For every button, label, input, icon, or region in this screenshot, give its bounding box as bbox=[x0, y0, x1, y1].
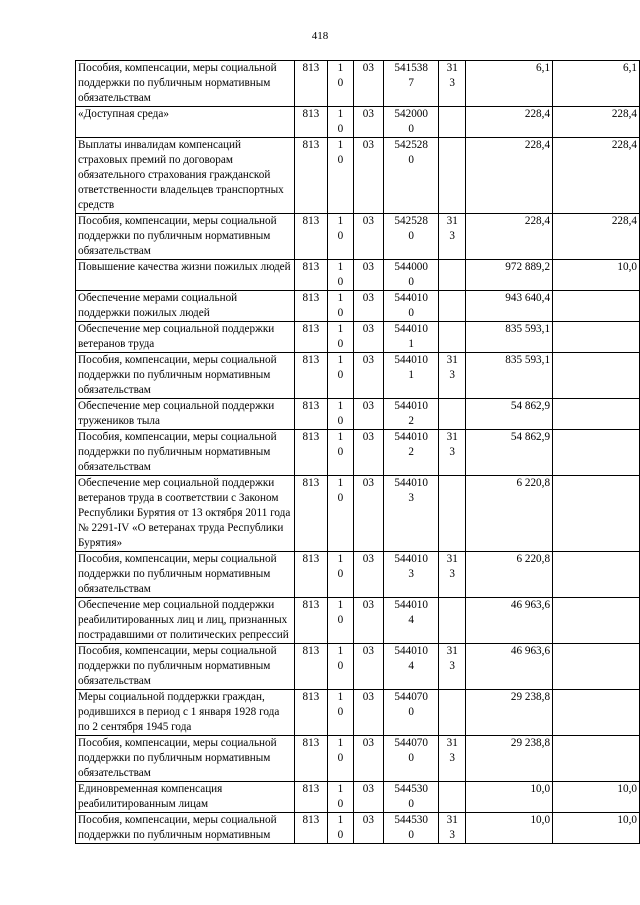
table-row bbox=[76, 644, 640, 690]
row-department-code-cell: 813 bbox=[294, 598, 328, 644]
table-row bbox=[76, 430, 640, 476]
row-amount-total-cell: 228,4 bbox=[466, 107, 553, 138]
table-row bbox=[76, 598, 640, 644]
row-department-code-cell: 813 bbox=[294, 782, 328, 813]
row-section-code-cell: 1 0 bbox=[328, 399, 353, 430]
table-row bbox=[76, 138, 640, 214]
row-amount-federal-cell bbox=[553, 476, 640, 552]
table-row bbox=[76, 322, 640, 353]
row-amount-federal-cell bbox=[553, 430, 640, 476]
row-section-code-cell: 1 0 bbox=[328, 214, 353, 260]
row-amount-federal-cell: 10,0 bbox=[553, 813, 640, 844]
row-name-cell: Повышение качества жизни пожилых людей bbox=[76, 260, 295, 291]
row-name-cell: Пособия, компенсации, меры социальной поддержки по публичным нормативным bbox=[76, 813, 295, 844]
row-subsection-code-cell: 03 bbox=[353, 399, 383, 430]
row-amount-total-cell: 10,0 bbox=[466, 813, 553, 844]
row-name-cell: Обеспечение мер социальной поддержки тружеников тыла bbox=[76, 399, 295, 430]
row-expense-type-cell: 31 3 bbox=[439, 552, 466, 598]
row-amount-federal-cell bbox=[553, 353, 640, 399]
row-amount-total-cell: 54 862,9 bbox=[466, 399, 553, 430]
row-expense-type-cell: 31 3 bbox=[439, 353, 466, 399]
page-number: 418 bbox=[311, 30, 329, 42]
row-name-cell: Пособия, компенсации, меры социальной поддержки по публичным нормативным обязательствам bbox=[76, 644, 295, 690]
row-department-code-cell: 813 bbox=[294, 813, 328, 844]
row-expense-type-cell: 31 3 bbox=[439, 430, 466, 476]
row-expense-type-cell bbox=[439, 598, 466, 644]
row-amount-total-cell: 6 220,8 bbox=[466, 552, 553, 598]
table-row bbox=[76, 399, 640, 430]
row-target-article-cell: 544530 0 bbox=[384, 782, 439, 813]
row-department-code-cell: 813 bbox=[294, 138, 328, 214]
row-amount-total-cell: 972 889,2 bbox=[466, 260, 553, 291]
row-amount-total-cell: 46 963,6 bbox=[466, 598, 553, 644]
row-subsection-code-cell: 03 bbox=[353, 260, 383, 291]
row-section-code-cell: 1 0 bbox=[328, 736, 353, 782]
row-target-article-cell: 544010 3 bbox=[384, 552, 439, 598]
row-name-cell: Пособия, компенсации, меры социальной поддержки по публичным нормативным обязательствам bbox=[76, 214, 295, 260]
row-section-code-cell: 1 0 bbox=[328, 138, 353, 214]
row-expense-type-cell bbox=[439, 399, 466, 430]
row-target-article-cell: 544010 3 bbox=[384, 476, 439, 552]
row-subsection-code-cell: 03 bbox=[353, 476, 383, 552]
row-name-cell: «Доступная среда» bbox=[76, 107, 295, 138]
row-department-code-cell: 813 bbox=[294, 690, 328, 736]
row-amount-total-cell: 46 963,6 bbox=[466, 644, 553, 690]
row-department-code-cell: 813 bbox=[294, 552, 328, 598]
row-department-code-cell: 813 bbox=[294, 322, 328, 353]
row-amount-federal-cell bbox=[553, 552, 640, 598]
row-amount-federal-cell: 10,0 bbox=[553, 260, 640, 291]
row-amount-federal-cell bbox=[553, 598, 640, 644]
row-target-article-cell: 542528 0 bbox=[384, 214, 439, 260]
row-department-code-cell: 813 bbox=[294, 214, 328, 260]
row-subsection-code-cell: 03 bbox=[353, 430, 383, 476]
row-amount-total-cell: 6 220,8 bbox=[466, 476, 553, 552]
row-subsection-code-cell: 03 bbox=[353, 552, 383, 598]
row-subsection-code-cell: 03 bbox=[353, 736, 383, 782]
table-row bbox=[76, 107, 640, 138]
row-expense-type-cell bbox=[439, 476, 466, 552]
table-row bbox=[76, 291, 640, 322]
row-amount-total-cell: 54 862,9 bbox=[466, 430, 553, 476]
row-amount-federal-cell bbox=[553, 690, 640, 736]
row-amount-federal-cell bbox=[553, 322, 640, 353]
row-expense-type-cell bbox=[439, 291, 466, 322]
row-section-code-cell: 1 0 bbox=[328, 430, 353, 476]
row-expense-type-cell: 31 3 bbox=[439, 813, 466, 844]
row-name-cell: Пособия, компенсации, меры социальной поддержки по публичным нормативным обязательствам bbox=[76, 736, 295, 782]
row-name-cell: Обеспечение мерами социальной поддержки пожилых людей bbox=[76, 291, 295, 322]
row-section-code-cell: 1 0 bbox=[328, 690, 353, 736]
row-name-cell: Обеспечение мер социальной поддержки ветеранов труда bbox=[76, 322, 295, 353]
row-target-article-cell: 541538 7 bbox=[384, 61, 439, 107]
row-amount-total-cell: 835 593,1 bbox=[466, 322, 553, 353]
table-row bbox=[76, 61, 640, 107]
row-amount-total-cell: 10,0 bbox=[466, 782, 553, 813]
row-expense-type-cell bbox=[439, 322, 466, 353]
row-name-cell: Пособия, компенсации, меры социальной поддержки по публичным нормативным обязательствам bbox=[76, 552, 295, 598]
row-department-code-cell: 813 bbox=[294, 736, 328, 782]
budget-table bbox=[75, 60, 640, 844]
table-row bbox=[76, 476, 640, 552]
row-expense-type-cell: 31 3 bbox=[439, 61, 466, 107]
row-department-code-cell: 813 bbox=[294, 61, 328, 107]
row-target-article-cell: 544070 0 bbox=[384, 736, 439, 782]
row-name-cell: Пособия, компенсации, меры социальной поддержки по публичным нормативным обязательствам bbox=[76, 353, 295, 399]
row-name-cell: Единовременная компенсация реабилитированным лицам bbox=[76, 782, 295, 813]
table-body bbox=[76, 61, 640, 844]
row-expense-type-cell: 31 3 bbox=[439, 214, 466, 260]
row-amount-federal-cell bbox=[553, 291, 640, 322]
table-row bbox=[76, 782, 640, 813]
table-row bbox=[76, 552, 640, 598]
row-department-code-cell: 813 bbox=[294, 399, 328, 430]
row-section-code-cell: 1 0 bbox=[328, 552, 353, 598]
row-expense-type-cell bbox=[439, 690, 466, 736]
row-expense-type-cell: 31 3 bbox=[439, 736, 466, 782]
row-amount-federal-cell: 228,4 bbox=[553, 138, 640, 214]
row-subsection-code-cell: 03 bbox=[353, 291, 383, 322]
row-expense-type-cell: 31 3 bbox=[439, 644, 466, 690]
row-expense-type-cell bbox=[439, 260, 466, 291]
row-department-code-cell: 813 bbox=[294, 260, 328, 291]
row-target-article-cell: 542528 0 bbox=[384, 138, 439, 214]
row-department-code-cell: 813 bbox=[294, 353, 328, 399]
row-amount-total-cell: 29 238,8 bbox=[466, 690, 553, 736]
row-target-article-cell: 544000 0 bbox=[384, 260, 439, 291]
row-name-cell: Меры социальной поддержки граждан, родившихся в период с 1 января 1928 года по 2 сентября 1945 года bbox=[76, 690, 295, 736]
row-subsection-code-cell: 03 bbox=[353, 644, 383, 690]
row-expense-type-cell bbox=[439, 107, 466, 138]
row-subsection-code-cell: 03 bbox=[353, 813, 383, 844]
row-amount-total-cell: 228,4 bbox=[466, 138, 553, 214]
row-amount-total-cell: 228,4 bbox=[466, 214, 553, 260]
row-name-cell: Пособия, компенсации, меры социальной поддержки по публичным нормативным обязательствам bbox=[76, 61, 295, 107]
row-subsection-code-cell: 03 bbox=[353, 782, 383, 813]
row-name-cell: Пособия, компенсации, меры социальной поддержки по публичным нормативным обязательствам bbox=[76, 430, 295, 476]
row-amount-federal-cell bbox=[553, 399, 640, 430]
row-section-code-cell: 1 0 bbox=[328, 353, 353, 399]
row-section-code-cell: 1 0 bbox=[328, 291, 353, 322]
row-section-code-cell: 1 0 bbox=[328, 61, 353, 107]
row-amount-federal-cell: 228,4 bbox=[553, 107, 640, 138]
row-section-code-cell: 1 0 bbox=[328, 813, 353, 844]
row-target-article-cell: 544010 0 bbox=[384, 291, 439, 322]
row-amount-federal-cell: 6,1 bbox=[553, 61, 640, 107]
row-expense-type-cell bbox=[439, 782, 466, 813]
row-name-cell: Обеспечение мер социальной поддержки ветеранов труда в соответствии с Законом Республики Бурятия от 13 октября 2011 года № 2291-IV «О ветеранах труда Республики Бурятия» bbox=[76, 476, 295, 552]
row-amount-federal-cell: 10,0 bbox=[553, 782, 640, 813]
row-target-article-cell: 542000 0 bbox=[384, 107, 439, 138]
row-subsection-code-cell: 03 bbox=[353, 138, 383, 214]
row-subsection-code-cell: 03 bbox=[353, 107, 383, 138]
row-department-code-cell: 813 bbox=[294, 476, 328, 552]
row-target-article-cell: 544010 2 bbox=[384, 430, 439, 476]
row-amount-total-cell: 6,1 bbox=[466, 61, 553, 107]
row-section-code-cell: 1 0 bbox=[328, 322, 353, 353]
row-name-cell: Выплаты инвалидам компенсаций страховых премий по договорам обязательного страхования гражданской ответственности владельцев транспортных средств bbox=[76, 138, 295, 214]
row-subsection-code-cell: 03 bbox=[353, 690, 383, 736]
table-row bbox=[76, 353, 640, 399]
row-target-article-cell: 544530 0 bbox=[384, 813, 439, 844]
row-target-article-cell: 544010 4 bbox=[384, 644, 439, 690]
row-department-code-cell: 813 bbox=[294, 291, 328, 322]
row-subsection-code-cell: 03 bbox=[353, 598, 383, 644]
row-department-code-cell: 813 bbox=[294, 107, 328, 138]
row-expense-type-cell bbox=[439, 138, 466, 214]
row-target-article-cell: 544010 2 bbox=[384, 399, 439, 430]
row-department-code-cell: 813 bbox=[294, 644, 328, 690]
row-subsection-code-cell: 03 bbox=[353, 353, 383, 399]
row-amount-total-cell: 835 593,1 bbox=[466, 353, 553, 399]
row-section-code-cell: 1 0 bbox=[328, 476, 353, 552]
row-amount-federal-cell bbox=[553, 644, 640, 690]
table-row bbox=[76, 813, 640, 844]
row-target-article-cell: 544010 1 bbox=[384, 353, 439, 399]
table-row bbox=[76, 260, 640, 291]
row-target-article-cell: 544010 4 bbox=[384, 598, 439, 644]
row-section-code-cell: 1 0 bbox=[328, 782, 353, 813]
row-subsection-code-cell: 03 bbox=[353, 61, 383, 107]
row-department-code-cell: 813 bbox=[294, 430, 328, 476]
row-section-code-cell: 1 0 bbox=[328, 598, 353, 644]
table-row bbox=[76, 214, 640, 260]
table-row bbox=[76, 736, 640, 782]
row-target-article-cell: 544070 0 bbox=[384, 690, 439, 736]
row-amount-total-cell: 943 640,4 bbox=[466, 291, 553, 322]
row-subsection-code-cell: 03 bbox=[353, 322, 383, 353]
row-section-code-cell: 1 0 bbox=[328, 644, 353, 690]
row-amount-federal-cell: 228,4 bbox=[553, 214, 640, 260]
row-section-code-cell: 1 0 bbox=[328, 107, 353, 138]
row-name-cell: Обеспечение мер социальной поддержки реабилитированных лиц и лиц, признанных пострадавшими от политических репрессий bbox=[76, 598, 295, 644]
table-row bbox=[76, 690, 640, 736]
row-amount-federal-cell bbox=[553, 736, 640, 782]
row-subsection-code-cell: 03 bbox=[353, 214, 383, 260]
row-section-code-cell: 1 0 bbox=[328, 260, 353, 291]
row-amount-total-cell: 29 238,8 bbox=[466, 736, 553, 782]
row-target-article-cell: 544010 1 bbox=[384, 322, 439, 353]
